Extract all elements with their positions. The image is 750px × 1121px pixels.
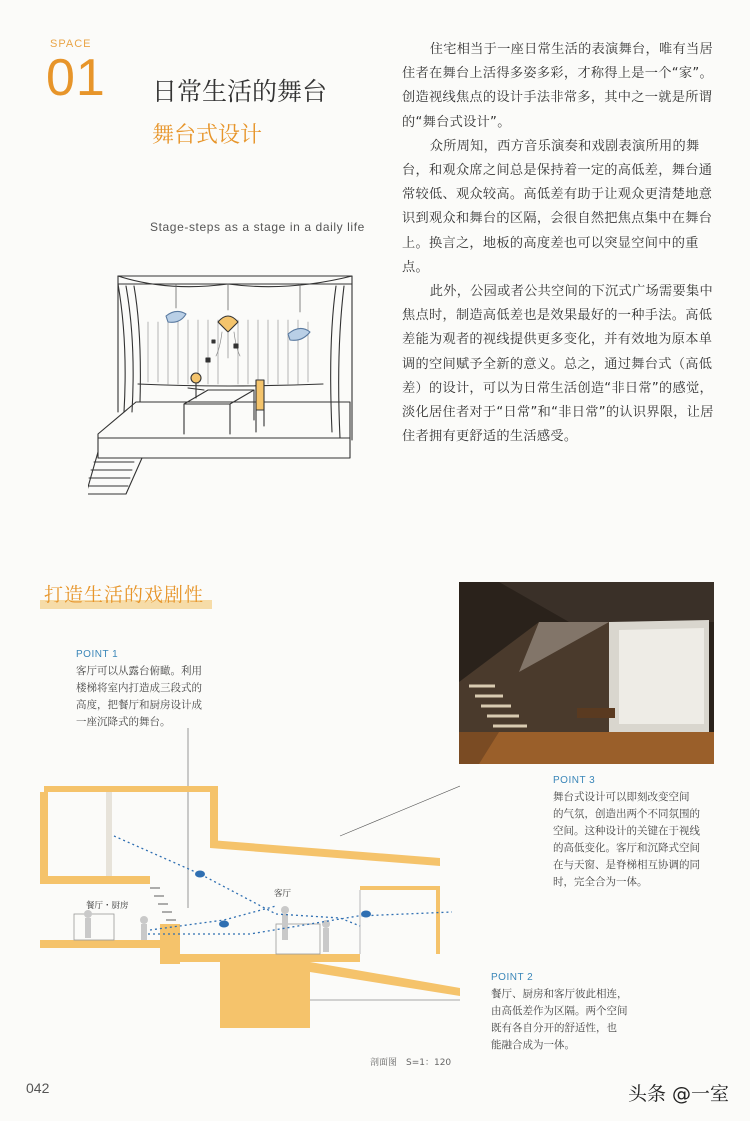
point-3: [553, 772, 718, 891]
label-living: 客厅: [274, 889, 292, 899]
point-1-line: 客厅可以从露台俯瞰。利用: [76, 665, 202, 677]
space-label: SPACE: [50, 38, 92, 50]
body-paragraph-2: 众所周知，西方音乐演奏和戏剧表演所用的舞台，和观众席之间总是保持着一定的高低差，舞台通常较低、观众较高。高低差有助于让观众更清楚地意识到观众和舞台的区隔，会很自然把焦点集中在舞台上。换言之，地板的高度差也可以突显空间中的重点。: [402, 138, 713, 275]
page-subtitle: 舞台式设计: [152, 123, 263, 148]
point-3-line: 时，完全合为一体。: [553, 876, 648, 888]
body-paragraph-1: 住宅相当于一座日常生活的表演舞台，唯有当居住者在舞台上活得多姿多彩，才称得上是一个“家”。创造视线焦点的设计手法非常多，其中之一就是所谓的“舞台式设计”。: [402, 42, 713, 130]
stage-illustration: [88, 262, 368, 502]
point-1-line: 一座沉降式的舞台。: [76, 716, 171, 728]
point-2-line: 能融合成为一体。: [491, 1039, 575, 1051]
point-2: [491, 969, 666, 1054]
point-2-title: POINT 2: [491, 972, 534, 983]
point-3-leader: [340, 786, 460, 836]
body-paragraph-3: 此外，公园或者公共空间的下沉式广场需要集中焦点时，制造高低差也是效果最好的一种手法。高低差能为观者的视线提供更多变化，并有效地为原本单调的空间赋予全新的意义。总之，通过舞台式（高低差）的设计，可以为日常生活创造“非日常”的感觉，淡化居住者对于“日常”和“非日常”的认识界限，让居住者拥有更舒适的生活感受。: [402, 284, 714, 445]
space-number: 01: [46, 49, 106, 107]
point-3-line: 的高低变化。客厅和沉降式空间: [553, 842, 700, 854]
body-text: [402, 38, 718, 449]
section-diagram: [40, 728, 460, 1048]
point-1: [76, 646, 266, 731]
section-heading: 打造生活的戏剧性: [40, 580, 212, 609]
label-dining-kitchen: 餐厅・厨房: [86, 901, 129, 911]
english-tagline: Stage-steps as a stage in a daily life: [150, 220, 365, 234]
point-2-line: 餐厅、厨房和客厅彼此相连，: [491, 988, 628, 1000]
point-2-line: 由高低差作为区隔。两个空间: [491, 1005, 628, 1017]
point-3-title: POINT 3: [553, 775, 596, 786]
page-title: 日常生活的舞台: [152, 77, 328, 106]
point-1-line: 高度，把餐厅和厨房设计成: [76, 699, 202, 711]
source-watermark: 头条 @一室: [628, 1083, 730, 1105]
point-2-line: 既有各自分开的舒适性，也: [491, 1022, 617, 1034]
point-3-line: 的气氛，创造出两个不同氛围的: [553, 808, 700, 820]
point-3-line: 舞台式设计可以即刻改变空间: [553, 791, 690, 803]
point-1-title: POINT 1: [76, 649, 119, 660]
point-3-line: 空间。这种设计的关键在于视线: [553, 825, 700, 837]
page-number: 042: [26, 1080, 50, 1096]
diagram-caption: 剖面图 S=1：120: [370, 1058, 452, 1068]
interior-photo: [459, 582, 714, 764]
point-3-line: 在与天窗、是脊梯相互协调的同: [553, 859, 700, 871]
interior-photo-image: [459, 582, 714, 764]
point-1-line: 楼梯将室内打造成三段式的: [76, 682, 202, 694]
